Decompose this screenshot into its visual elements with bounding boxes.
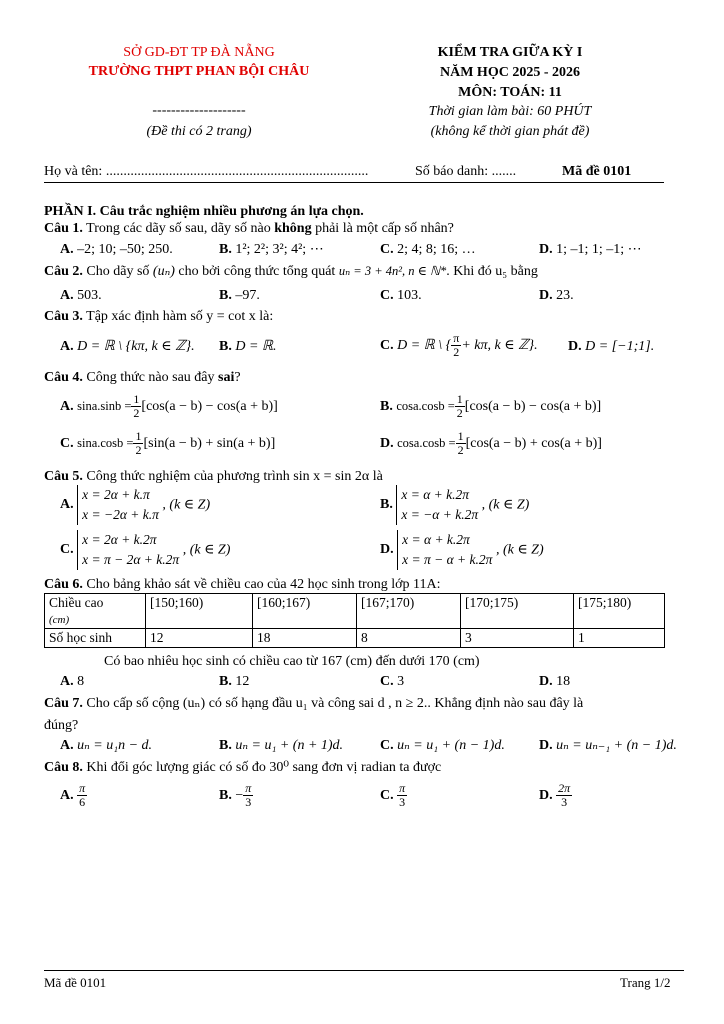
- table-row: [45, 594, 665, 629]
- q7-text-a: Cho cấp số cộng (uₙ) có số hạng đầu u₁ và công sai d , n ≥ 2.. Khẳng định nào sau đây là: [86, 696, 584, 711]
- q1-label: Câu 1.: [44, 221, 83, 236]
- question-7: [44, 695, 684, 712]
- q5-option-d[interactable]: D. x = α + k.2π x = π − α + k.2π , (k ∈ Z): [380, 530, 544, 570]
- q2-option-c[interactable]: C. 103.: [380, 288, 422, 303]
- q6-option-b[interactable]: B. 12: [219, 674, 250, 689]
- q1-text-bold: không: [274, 221, 312, 236]
- q8-label: Câu 8.: [44, 760, 83, 775]
- q2-option-d[interactable]: D. 23.: [539, 288, 574, 303]
- question-2: [44, 263, 684, 280]
- question-8: [44, 759, 684, 776]
- q2-label: Câu 2.: [44, 264, 83, 279]
- footer-page: Trang 1/2: [620, 975, 671, 990]
- q1-option-a[interactable]: A. –2; 10; –50; 250.: [60, 242, 173, 257]
- q5-option-b[interactable]: B. x = α + k.2π x = −α + k.2π , (k ∈ Z): [380, 485, 529, 525]
- exam-year: NĂM HỌC 2025 - 2026: [440, 65, 580, 80]
- q1-option-b[interactable]: B. 1²; 2²; 3²; 4²; ⋯: [219, 242, 324, 257]
- student-divider: [44, 182, 664, 183]
- question-4: [44, 369, 684, 386]
- q3-option-a[interactable]: A. D = ℝ \ {kπ, k ∈ ℤ}.: [60, 339, 195, 354]
- q6-option-d[interactable]: D. 18: [539, 674, 571, 689]
- question-6: [44, 576, 684, 593]
- exam-time: Thời gian làm bài: 60 PHÚT: [428, 104, 592, 119]
- q2-seq: (uₙ): [152, 264, 175, 279]
- q2-formula: uₙ = 3 + 4n², n ∈ ℕ*: [338, 264, 447, 278]
- table-cell: 8: [357, 629, 461, 648]
- q2-text-b: cho bởi công thức tổng quát: [178, 264, 336, 279]
- exam-time-note: (không kể thời gian phát đề): [430, 124, 590, 139]
- q8-option-c[interactable]: C. $\frac{\pi}{3}$: [380, 781, 406, 810]
- q8-option-a[interactable]: A. $\frac{\pi}{6}$: [60, 781, 86, 810]
- table-cell: 1: [574, 629, 665, 648]
- table-row: [45, 629, 665, 648]
- student-name-field[interactable]: Họ và tên: ...........................................................................: [44, 164, 369, 179]
- q4-text-bold: sai: [218, 370, 235, 385]
- question-3: [44, 308, 684, 325]
- q7-option-a[interactable]: A. uₙ = u₁n − d.: [60, 738, 153, 753]
- q7-text-b: đúng?: [44, 718, 79, 733]
- table-cell: 3: [461, 629, 574, 648]
- q1-option-d[interactable]: D. 1; –1; 1; –1; ⋯: [539, 242, 642, 257]
- q6-text: Cho bảng khảo sát về chiều cao của 42 học sinh trong lớp 11A:: [86, 577, 441, 592]
- q2-option-a[interactable]: A. 503.: [60, 288, 102, 303]
- q5-option-c[interactable]: C. x = 2α + k.2π x = π − 2α + k.2π , (k ∈ Z): [60, 530, 230, 570]
- q7-option-b[interactable]: B. uₙ = u₁ + (n + 1)d.: [219, 738, 344, 753]
- q6-option-a[interactable]: A. 8: [60, 674, 85, 689]
- q1-text-b: phải là một cấp số nhân?: [315, 221, 454, 236]
- table-cell: [175;180): [574, 594, 665, 629]
- height-survey-table: [44, 593, 665, 648]
- q6-option-c[interactable]: C. 3: [380, 674, 405, 689]
- student-id-field[interactable]: Số báo danh: .......: [415, 164, 517, 179]
- q4-option-c[interactable]: C. sina.cosb = $\frac{1}{2}$ [sin(a − b) + sin(a + b)]: [60, 429, 276, 458]
- table-cell: 12: [146, 629, 253, 648]
- q4-text-b: ?: [234, 370, 241, 385]
- q7-option-d[interactable]: D. uₙ = uₙ₋₁ + (n − 1)d.: [539, 738, 677, 753]
- table-cell: [170;175): [461, 594, 574, 629]
- q5-option-a[interactable]: A. x = 2α + k.π x = −2α + k.π , (k ∈ Z): [60, 485, 210, 525]
- q2-text-a: Cho dãy số: [86, 264, 150, 279]
- question-5: [44, 468, 684, 485]
- q1-text-a: Trong các dãy số sau, dãy số nào: [86, 221, 271, 236]
- table-cell: 18: [253, 629, 357, 648]
- table-header-cell: Số học sinh: [45, 629, 146, 648]
- footer-code: Mã đề 0101: [44, 975, 107, 990]
- q1-option-c[interactable]: C. 2; 4; 8; 16; …: [380, 242, 476, 257]
- q4-text-a: Công thức nào sau đây: [86, 370, 215, 385]
- q4-option-a[interactable]: A. sina.sinb = $\frac{1}{2}$ [cos(a − b) − cos(a + b)]: [60, 392, 278, 421]
- q7-option-c[interactable]: C. uₙ = u₁ + (n − 1)d.: [380, 738, 505, 753]
- question-1: [44, 220, 684, 237]
- q5-label: Câu 5.: [44, 469, 83, 484]
- header-dashes: --------------------: [152, 103, 246, 118]
- q6-question: Có bao nhiêu học sinh có chiều cao từ 167 (cm) đến dưới 170 (cm): [104, 654, 480, 669]
- q4-label: Câu 4.: [44, 370, 83, 385]
- exam-subject: MÔN: TOÁN: 11: [458, 85, 562, 100]
- q3-text: Tập xác định hàm số y = cot x là:: [86, 309, 274, 324]
- q4-option-d[interactable]: D. cosa.cosb = $\frac{1}{2}$ [cos(a − b) + cos(a + b)]: [380, 429, 602, 458]
- q7-label: Câu 7.: [44, 696, 83, 711]
- q2-text-c: . Khi đó u₅ bằng: [446, 264, 538, 279]
- exam-code: Mã đề 0101: [562, 164, 632, 179]
- q8-option-b[interactable]: B. − $\frac{\pi}{3}$: [219, 781, 252, 810]
- q3-option-b[interactable]: B. D = ℝ.: [219, 339, 277, 354]
- q3-label: Câu 3.: [44, 309, 83, 324]
- q2-option-b[interactable]: B. –97.: [219, 288, 260, 303]
- q5-text: Công thức nghiệm của phương trình sin x = sin 2α là: [86, 469, 383, 484]
- q3-option-d[interactable]: D. D = [−1;1].: [568, 339, 655, 354]
- header-school: TRƯỜNG THPT PHAN BỘI CHÂU: [88, 64, 310, 79]
- exam-title: KIỂM TRA GIỮA KỲ I: [437, 45, 583, 60]
- header-pages-note: (Đề thi có 2 trang): [146, 124, 252, 139]
- q3-option-c[interactable]: C. D = ℝ \ { $\frac{\pi}{2}$ + kπ, k ∈ ℤ}.: [380, 331, 538, 360]
- q8-text: Khi đổi góc lượng giác có số đo 30⁰ sang đơn vị radian ta được: [86, 760, 442, 775]
- section-title: PHẦN I. Câu trắc nghiệm nhiều phương án lựa chọn.: [44, 204, 364, 219]
- header-dept: SỞ GD-ĐT TP ĐÀ NẴNG: [123, 45, 275, 60]
- table-cell: [160;167): [253, 594, 357, 629]
- footer-divider: [44, 970, 684, 971]
- q8-option-d[interactable]: D. $\frac{2\pi}{3}$: [539, 781, 571, 810]
- q6-label: Câu 6.: [44, 577, 83, 592]
- table-cell: [167;170): [357, 594, 461, 629]
- table-header-cell: Chiều cao (cm): [45, 594, 146, 629]
- table-cell: [150;160): [146, 594, 253, 629]
- q4-option-b[interactable]: B. cosa.cosb = $\frac{1}{2}$ [cos(a − b) − cos(a + b)]: [380, 392, 602, 421]
